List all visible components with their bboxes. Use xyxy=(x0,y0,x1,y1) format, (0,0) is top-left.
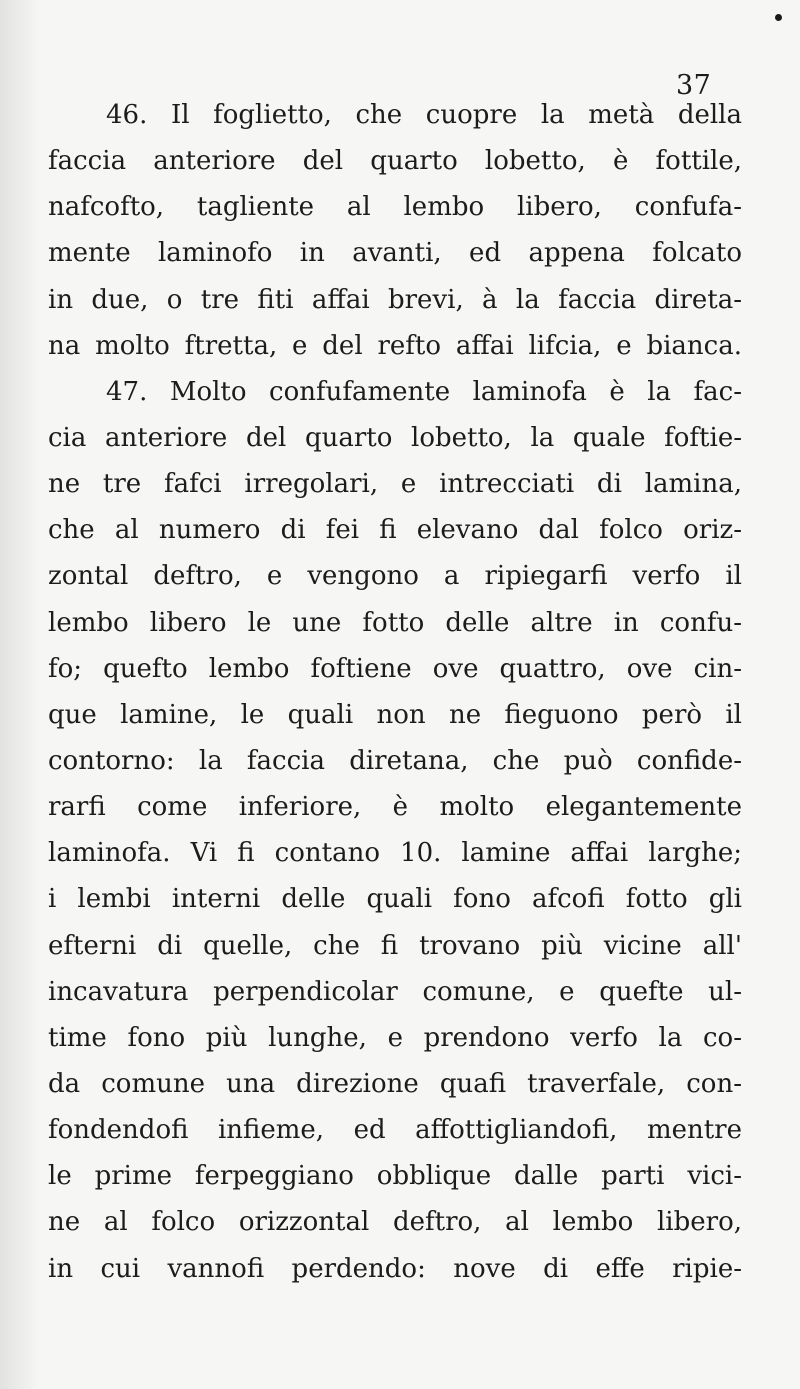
text-line: fondendofi infieme, ed affottigliandofi, mentre xyxy=(48,1115,742,1146)
text-line: na molto ftretta, e del refto affai lifcia, e bianca. xyxy=(48,330,742,361)
text-line: zontal deftro, e vengono a ripiegarfi verfo il xyxy=(48,561,742,592)
text-line: in due, o tre fiti affai brevi, à la faccia direta- xyxy=(48,284,742,315)
text-line: lembo libero le une fotto delle altre in confu- xyxy=(48,607,742,638)
text-line: 47. Molto confufamente laminofa è la fac- xyxy=(106,376,742,407)
text-line: in cui vannofi perdendo: nove di effe ripie- xyxy=(48,1253,742,1284)
text-line: time fono più lunghe, e prendono verfo la co- xyxy=(48,1022,742,1053)
text-line: da comune una direzione quafi traverfale, con- xyxy=(48,1068,742,1099)
ink-spot xyxy=(775,14,782,21)
text-line: 46. Il foglietto, che cuopre la metà della xyxy=(106,100,742,130)
text-line: rarfi come inferiore, è molto elegantemente xyxy=(48,792,742,823)
text-line: cia anteriore del quarto lobetto, la quale foftie- xyxy=(48,422,742,453)
text-line: fo; quefto lembo foftiene ove quattro, ove cin- xyxy=(48,653,742,684)
text-line: incavatura perpendicolar comune, e quefte ul- xyxy=(48,976,742,1007)
text-line: nafcofto, tagliente al lembo libero, confufa- xyxy=(48,192,742,223)
text-line: ne al folco orizzontal deftro, al lembo libero, xyxy=(48,1207,742,1238)
text-line: i lembi interni delle quali fono afcofi fotto gli xyxy=(48,884,742,915)
text-line: laminofa. Vi fi contano 10. lamine affai larghe; xyxy=(48,838,742,869)
text-line: que lamine, le quali non ne fieguono però il xyxy=(48,699,742,730)
text-line: faccia anteriore del quarto lobetto, è fottile, xyxy=(48,146,742,177)
text-line: ne tre fafci irregolari, e intrecciati di lamina, xyxy=(48,469,742,500)
text-line: le prime ferpeggiano obblique dalle parti vici- xyxy=(48,1161,742,1192)
page-gutter-shadow xyxy=(0,0,40,1389)
text-line: mente laminofo in avanti, ed appena folcato xyxy=(48,238,742,269)
text-line: che al numero di fei fi elevano dal folco oriz- xyxy=(48,515,742,546)
page-number: 37 xyxy=(676,70,712,101)
text-line: contorno: la faccia diretana, che può confide- xyxy=(48,745,742,776)
body-text xyxy=(48,92,742,1292)
text-line: efterni di quelle, che fi trovano più vicine all' xyxy=(48,930,742,961)
